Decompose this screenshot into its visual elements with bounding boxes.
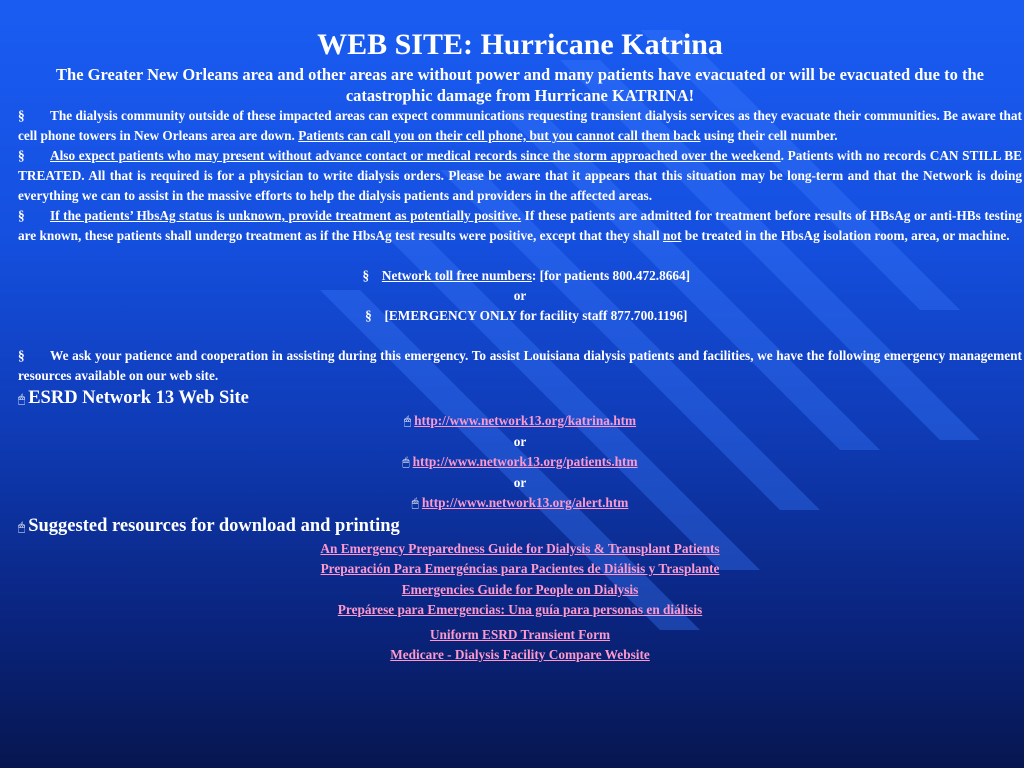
section-bullet-icon: § [365, 308, 372, 323]
or-separator: or [513, 433, 527, 449]
mouse-icon: 🖱 [411, 496, 419, 510]
mouse-icon: 🖱 [18, 519, 26, 534]
paragraph-communications: § The dialysis community outside of these impacted areas can expect communications requesting transient dialysis services as they evacuate their communities. Be aware that cell phone towers in New Orleans area are down. Patients can call you on their cell phone, but you cannot call them back using their cell number. [18, 108, 1022, 143]
mouse-icon: 🖱 [18, 392, 26, 406]
esrd-heading: 🖱 ESRD Network 13 Web Site [18, 386, 1022, 411]
cell-phone-note: Patients can call you on their cell phone, but you cannot call them back [298, 128, 701, 143]
link-alert[interactable]: http://www.network13.org/alert.htm [421, 495, 629, 510]
link-katrina[interactable]: http://www.network13.org/katrina.htm [414, 413, 637, 428]
section-bullet-icon: § [18, 348, 25, 363]
resource-link-spanish-guide[interactable]: Preparación Para Emergéncias para Pacientes de Diálisis y Trasplante [320, 561, 720, 576]
toll-free-label: Network toll free numbers [381, 268, 532, 283]
intro-text: The Greater New Orleans area and other areas are without power and many patients have evacuated or will be evacuated due to the catastrophic damage from Hurricane KATRINA! [56, 65, 984, 105]
resource-link-dialysis-guide[interactable]: Emergencies Guide for People on Dialysis [401, 581, 639, 597]
link-patients[interactable]: http://www.network13.org/patients.htm [412, 454, 638, 469]
section-bullet-icon: § [18, 108, 25, 123]
resource-link-transient-form[interactable]: Uniform ESRD Transient Form [429, 626, 611, 642]
page-title: WEB SITE: Hurricane Katrina [317, 28, 723, 61]
section-bullet-icon: § [18, 148, 25, 163]
section-bullet-icon: § [362, 268, 370, 283]
toll-free-line: § Network toll free numbers: [for patients 800.472.8664] [18, 266, 1022, 286]
resource-link-medicare-compare[interactable]: Medicare - Dialysis Facility Compare Website [390, 647, 650, 662]
resource-link-emergency-guide[interactable]: An Emergency Preparedness Guide for Dialysis & Transplant Patients [320, 540, 720, 556]
emergency-line: § [EMERGENCY ONLY for facility staff 877.700.1196] [18, 306, 1022, 326]
mouse-icon: 🖱 [403, 414, 412, 428]
records-note: Also expect patients who may present without advance contact or medical records since the storm approached over the weekend [50, 148, 781, 163]
hbsag-note: If the patients’ HbsAg status is unknown, provide treatment as potentially positive. [50, 208, 522, 223]
paragraph-records: § Also expect patients who may present without advance contact or medical records since the storm approached over the weekend. Patients with no records CAN STILL BE TREATED. All that is required is for a physician to write dialysis orders. Please be aware that it appears that this situation may be long-term and that the Network is doing everything we can to assist in the massive efforts to help the dialysis patients and providers in the affected areas. [18, 148, 1023, 203]
section-bullet-icon: § [18, 208, 25, 223]
or-separator: or [513, 288, 527, 303]
mouse-icon: 🖱 [402, 455, 410, 469]
slide-content [18, 28, 1022, 666]
resource-link-preparese[interactable]: Prepárese para Emergencias: Una guía para personas en diálisis [337, 602, 703, 617]
or-separator: or [513, 474, 527, 490]
resources-heading: 🖱 Suggested resources for download and printing [18, 514, 1022, 539]
paragraph-hbsag: § If the patients’ HbsAg status is unknown, provide treatment as potentially positive. If these patients are admitted for treatment before results of HBsAg or anti-HBs testing are known, these patients shall undergo treatment as if the HbsAg test results were positive, except that they shall not be treated in the HbsAg isolation room, area, or machine. [18, 208, 1022, 243]
paragraph-patience: § We ask your patience and cooperation in assisting during this emergency. To assist Louisiana dialysis patients and facilities, we have the following emergency management resources available on our web site. [18, 348, 1022, 383]
